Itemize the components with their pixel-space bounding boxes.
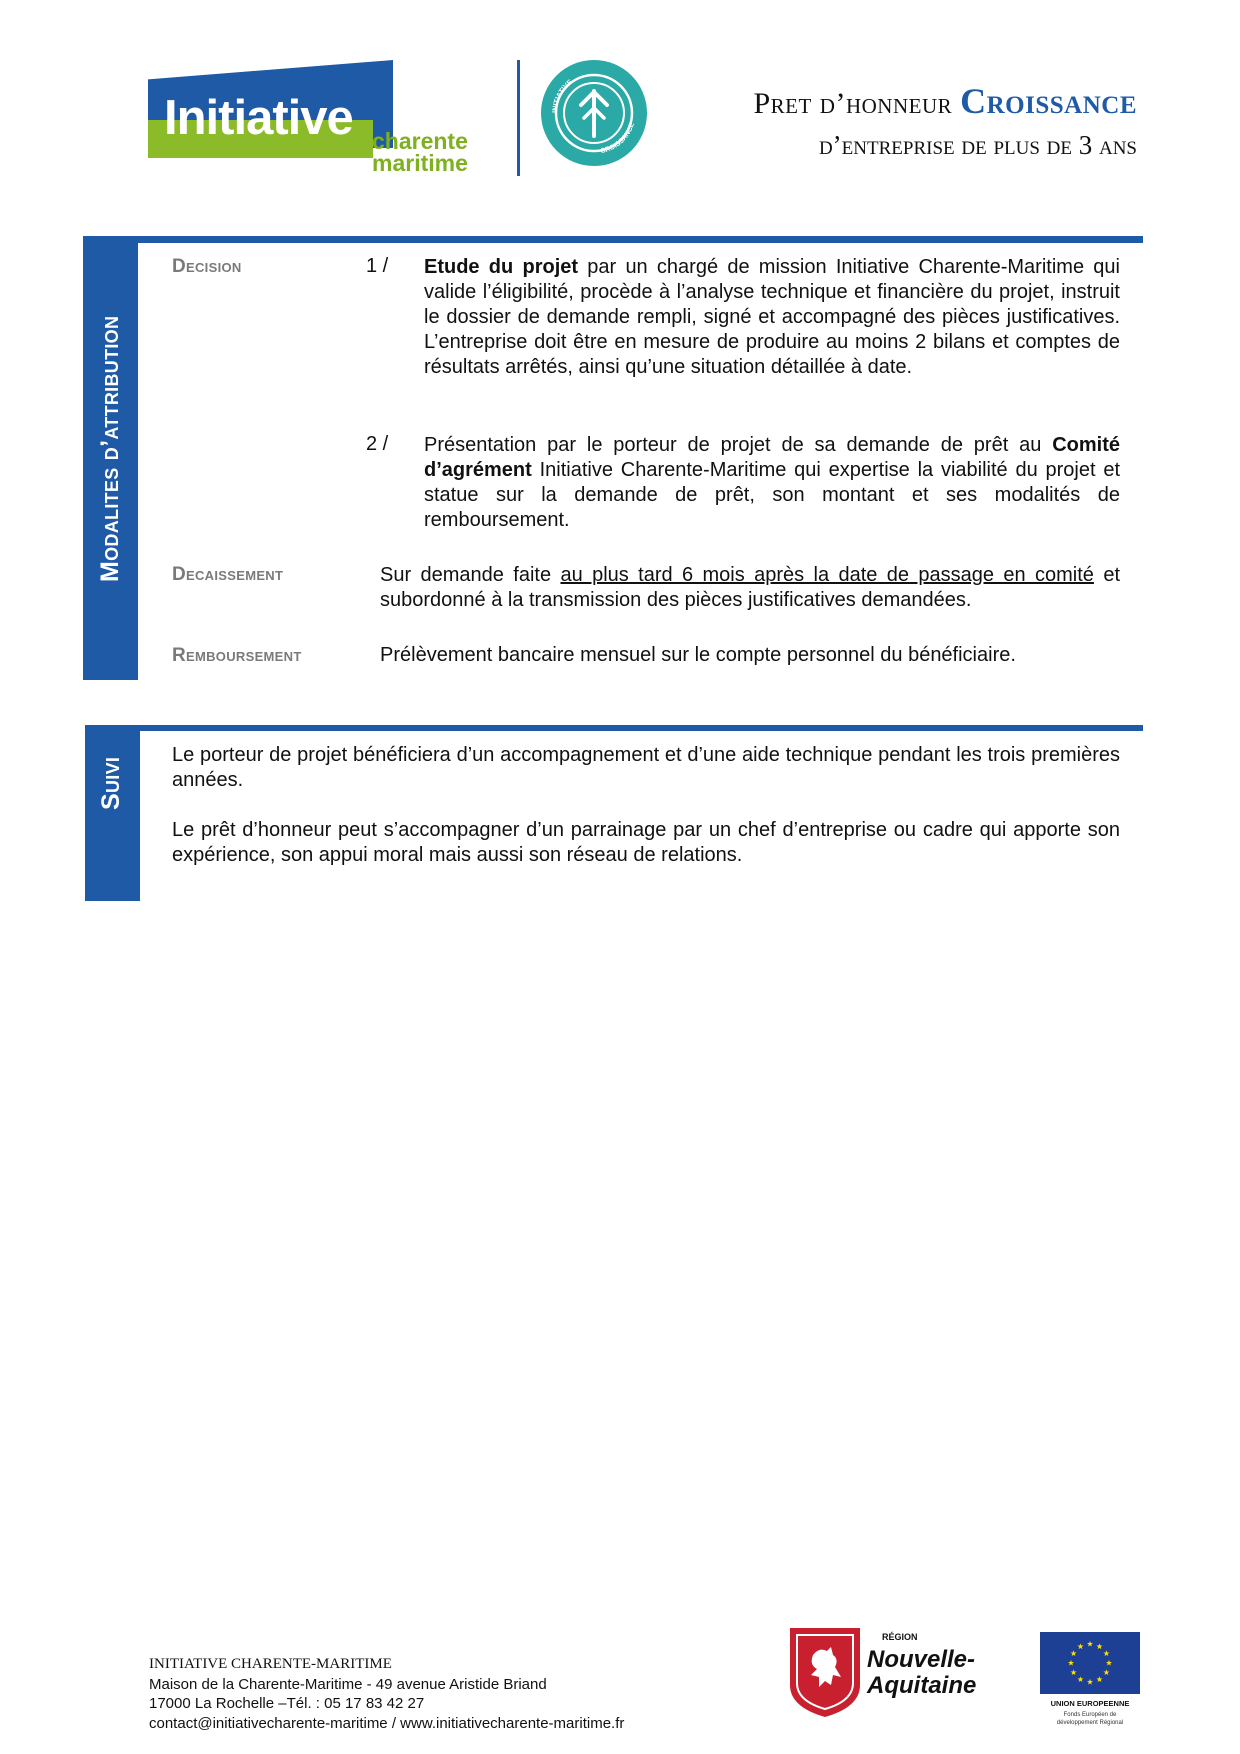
- section-top-rule: [83, 236, 1143, 243]
- region-name-line2: Aquitaine: [867, 1672, 977, 1699]
- step2-pre: Présentation par le porteur de projet de sa demande de prêt au: [424, 434, 1053, 456]
- badge-text-bottom: CROISSANCE: [599, 121, 636, 156]
- footer-address-line2: 17000 La Rochelle –Tél. : 05 17 83 42 27: [149, 1695, 425, 1712]
- title-accent: Croissance: [960, 81, 1137, 121]
- suivi-section-label: Suivi: [97, 756, 125, 810]
- remboursement-paragraph: Prélèvement bancaire mensuel sur le compte personnel du bénéficiaire.: [380, 644, 1016, 666]
- eu-subtitle-line1: Fonds Européen de: [1063, 1712, 1117, 1718]
- title-line2: d’entreprise de plus de 3 ans: [818, 130, 1137, 160]
- footer-contact: contact@initiativecharente-maritime / www.initiativecharente-maritime.fr: [149, 1714, 625, 1732]
- decaissement-underline: au plus tard 6 mois après la date de passage en comité: [560, 564, 1094, 586]
- region-small-label: RÉGION: [882, 1632, 918, 1642]
- logo-sub-charente: charente: [372, 128, 468, 154]
- footer-org: INITIATIVE CHARENTE-MARITIME: [149, 1656, 392, 1672]
- logo-sub-maritime: maritime: [372, 150, 468, 176]
- step1-number: 1 /: [366, 255, 389, 277]
- suivi-top-rule: [85, 725, 1143, 731]
- page-title: [753, 80, 1137, 161]
- decision-label: Decision: [172, 256, 242, 277]
- decaissement-paragraph: [380, 563, 1120, 613]
- remboursement-label: Remboursement: [172, 645, 302, 666]
- title-line1: [753, 80, 1137, 122]
- modalites-section-label: Modalites d’attribution: [96, 315, 124, 582]
- step2-paragraph: [424, 433, 1120, 533]
- eu-title: UNION EUROPEENNE: [1050, 1699, 1130, 1708]
- step1-paragraph: [424, 255, 1120, 380]
- step2-text: Initiative Charente-Maritime qui expertise la viabilité du projet et statue sur la demande de prêt, son montant et ses modalités de remboursement.: [424, 459, 1120, 531]
- step1-bold: Etude du projet: [424, 256, 579, 278]
- decaissement-pre: Sur demande faite: [380, 564, 561, 586]
- step2-number: 2 /: [366, 433, 389, 455]
- nouvelle-aquitaine-logo: [785, 1625, 1000, 1720]
- header-divider: [517, 60, 520, 176]
- footer-address: [149, 1655, 624, 1733]
- badge-text-top: INITIATIVE: [551, 78, 574, 114]
- eu-flag-logo: [1040, 1632, 1140, 1732]
- eu-subtitle-line2: développement Régional: [1056, 1720, 1124, 1726]
- step2-bold: Comité d’agrément: [424, 434, 1120, 481]
- initiative-logo: [148, 60, 483, 175]
- logo-word: Initiative: [164, 91, 353, 145]
- step1-text: par un chargé de mission Initiative Charente-Maritime qui valide l’éligibilité, procède à l’analyse technique et financière du projet, instruit le dossier de demande rempli, signé et accompagné des pièces justificatives. L’entreprise doit être en mesure de produire au moins 2 bilans et comptes de résultats arrêtés, ainsi qu’une situation détaillée à date.: [424, 256, 1120, 378]
- decaissement-post: et subordonné à la transmission des pièces justificatives demandées.: [380, 564, 1120, 611]
- region-name-line1: Nouvelle-: [867, 1646, 976, 1673]
- croissance-badge-icon: [539, 58, 649, 168]
- suivi-side-bar: [85, 725, 140, 901]
- title-pre: Pret d’honneur: [753, 87, 953, 120]
- suivi-paragraph-1: Le porteur de projet bénéficiera d’un accompagnement et d’une aide technique pendant les trois premières années.: [172, 744, 1120, 791]
- footer-address-line1: Maison de la Charente-Maritime - 49 avenue Aristide Briand: [149, 1675, 547, 1693]
- suivi-paragraph-2: Le prêt d’honneur peut s’accompagner d’un parrainage par un chef d’entreprise ou cadre qui apporte son expérience, son appui moral mais aussi son réseau de relations.: [172, 819, 1120, 866]
- decaissement-label: Decaissement: [172, 564, 284, 585]
